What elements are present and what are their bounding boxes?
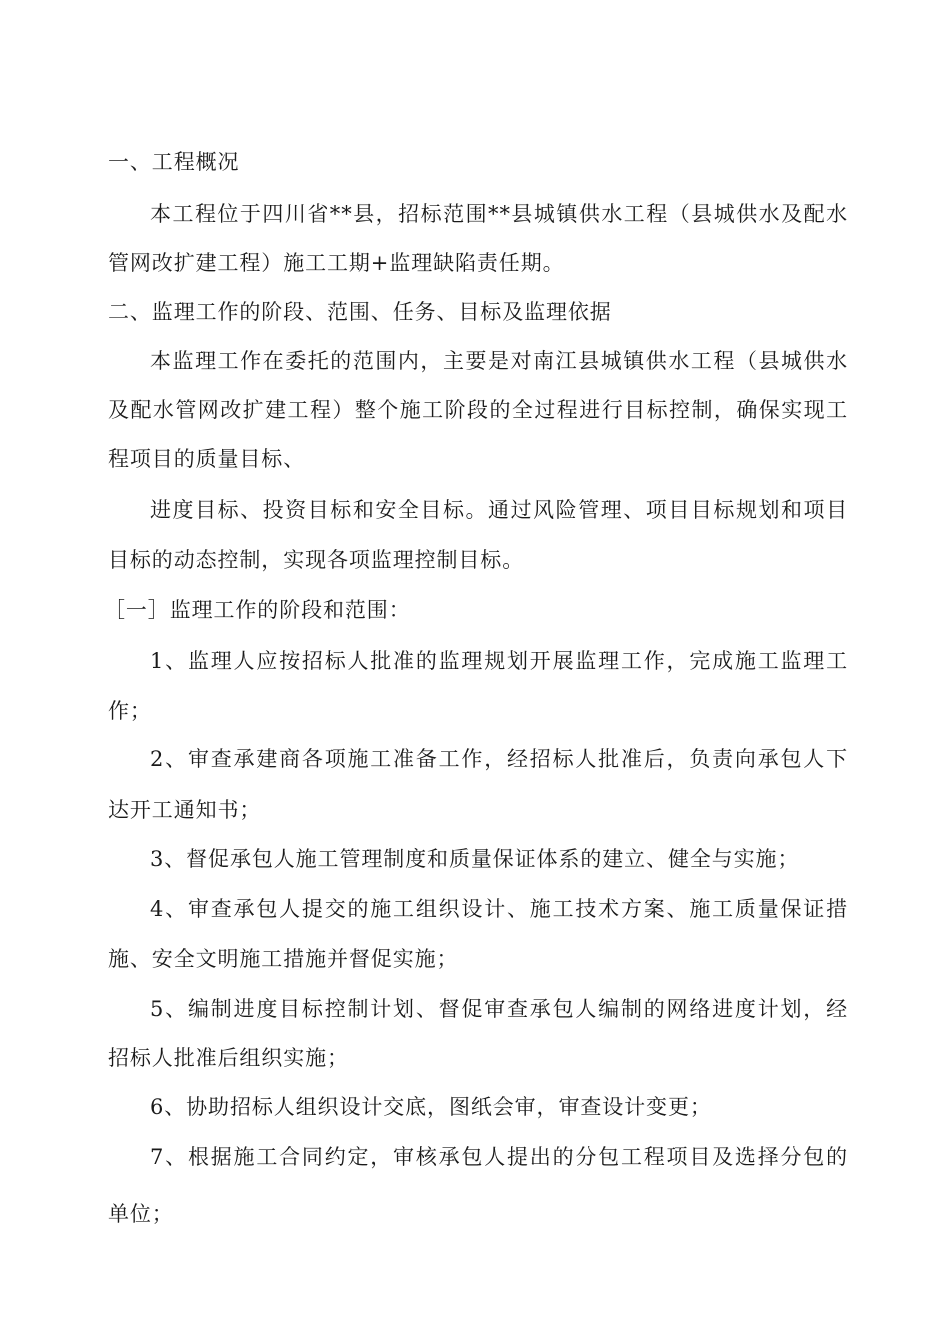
- paragraph-line: 及配水管网改扩建工程）整个施工阶段的全过程进行目标控制，确保实现工: [108, 398, 848, 422]
- list-item-7: 7、根据施工合同约定，审核承包人提出的分包工程项目及选择分包的: [150, 1145, 848, 1169]
- list-item-3: 3、督促承包人施工管理制度和质量保证体系的建立、健全与实施；: [150, 847, 800, 871]
- paragraph-line: 程项目的质量目标、: [108, 447, 306, 471]
- section-heading-project-overview: 一、工程概况: [108, 150, 240, 174]
- list-item-4-cont: 施、安全文明施工措施并督促实施；: [108, 947, 459, 971]
- section-heading-supervision-scope: 二、监理工作的阶段、范围、任务、目标及监理依据: [108, 300, 612, 324]
- paragraph-line: 本工程位于四川省**县，招标范围**县城镇供水工程（县城供水及配水: [150, 202, 848, 226]
- list-item-4: 4、审查承包人提交的施工组织设计、施工技术方案、施工质量保证措: [150, 897, 848, 921]
- list-item-7-cont: 单位；: [108, 1202, 174, 1226]
- list-item-6: 6、协助招标人组织设计交底，图纸会审，审查设计变更；: [150, 1095, 712, 1119]
- list-item-5-cont: 招标人批准后组织实施；: [108, 1046, 349, 1070]
- paragraph-line: 进度目标、投资目标和安全目标。通过风险管理、项目目标规划和项目: [150, 498, 848, 522]
- paragraph-line: 管网改扩建工程）施工工期+监理缺陷责任期。: [108, 251, 565, 275]
- list-item-1: 1、监理人应按招标人批准的监理规划开展监理工作，完成施工监理工: [150, 649, 848, 673]
- paragraph-line: 本监理工作在委托的范围内，主要是对南江县城镇供水工程（县城供水: [150, 349, 848, 373]
- paragraph-line: 目标的动态控制，实现各项监理控制目标。: [108, 548, 525, 572]
- list-item-2: 2、审查承建商各项施工准备工作，经招标人批准后，负责向承包人下: [150, 747, 848, 771]
- subsection-heading-stage-and-scope: ［一］监理工作的阶段和范围：: [104, 598, 411, 622]
- list-item-5: 5、编制进度目标控制计划、督促审查承包人编制的网络进度计划，经: [150, 997, 848, 1021]
- list-item-2-cont: 达开工通知书；: [108, 798, 262, 822]
- list-item-1-cont: 作；: [108, 699, 152, 723]
